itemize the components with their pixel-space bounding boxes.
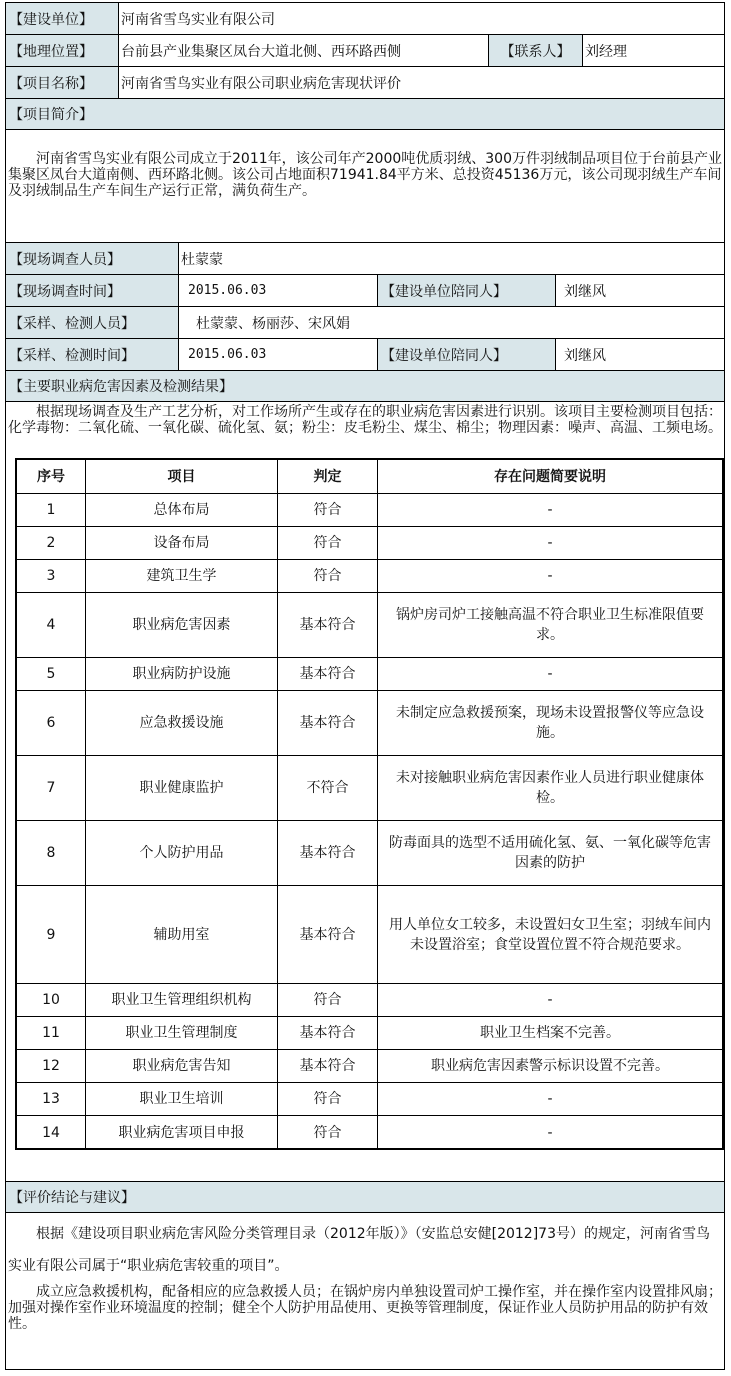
table-row [17, 593, 722, 658]
table-row [17, 886, 722, 984]
evaluation-document [5, 2, 725, 1370]
table-header-row [17, 460, 722, 494]
table-row [17, 984, 722, 1017]
survey-staff-label: 【现场调查人员】 [6, 243, 179, 274]
sampling-time-value: 2015.06.03 [179, 339, 378, 370]
project-name-label: 【项目名称】 [6, 67, 119, 98]
row-no: 7 [17, 756, 86, 820]
table-row [17, 560, 722, 593]
contact-value: 刘经理 [585, 43, 627, 60]
intro-text-row [6, 130, 724, 243]
header-description: 存在问题简要说明 [494, 468, 606, 485]
hazards-intro-text: 根据现场调查及生产工艺分析，对工作场所产生或存在的职业病危害因素进行识别。该项目主要检测项目包括：化学毒物：二氧化硫、一氧化碳、硫化氢、氨；粉尘：皮毛粉尘、煤尘、棉尘；物理因素：噪声、高温、工频电场。 [8, 404, 722, 436]
row-description: 防毒面具的选型不适用硫化氢、氨、一氧化碳等危害因素的防护 [389, 835, 711, 871]
survey-staff-row [6, 243, 724, 275]
table-row [17, 821, 722, 886]
row-item: 建筑卫生学 [86, 560, 278, 592]
conclusion-label: 【评价结论与建议】 [6, 1182, 724, 1212]
row-result: 符合 [278, 527, 378, 559]
row-item: 职业病危害告知 [86, 1050, 278, 1082]
header-item: 项目 [86, 460, 278, 493]
row-description: 用人单位女工较多，未设置妇女卫生室；羽绒车间内未设置浴室；食堂设置位置不符合规范要求。 [389, 916, 711, 953]
row-item: 职业健康监护 [86, 756, 278, 820]
row-description: 未制定应急救援预案，现场未设置报警仪等应急设施。 [396, 705, 704, 741]
hazard-results-table [15, 458, 724, 1150]
project-name-row [6, 67, 724, 99]
row-description: - [547, 1091, 553, 1107]
row-no: 14 [17, 1116, 86, 1149]
sampling-staff-value: 杜蒙蒙、杨丽莎、宋风娟 [196, 315, 350, 332]
sampling-time-label: 【采样、检测时间】 [6, 339, 179, 370]
row-no: 3 [17, 560, 86, 592]
row-result: 基本符合 [278, 821, 378, 885]
row-no: 5 [17, 658, 86, 690]
row-description: 职业卫生档案不完善。 [480, 1025, 620, 1041]
row-result: 基本符合 [278, 658, 378, 690]
row-item: 职业卫生管理组织机构 [86, 984, 278, 1016]
row-item: 职业病危害项目申报 [86, 1116, 278, 1149]
row-result: 不符合 [278, 756, 378, 820]
row-result: 符合 [278, 494, 378, 526]
row-description: 未对接触职业病危害因素作业人员进行职业健康体检。 [396, 770, 704, 806]
intro-label: 【项目简介】 [6, 99, 724, 129]
row-result: 基本符合 [278, 886, 378, 983]
row-description: - [547, 502, 553, 518]
sampling-escort-label: 【建设单位陪同人】 [378, 339, 556, 370]
survey-time-row [6, 275, 724, 307]
conclusion-text-2: 成立应急救援机构，配备相应的应急救援人员；在锅炉房内单独设置司炉工操作室，并在操作室内设置排风扇；加强对操作室作业环境温度的控制；健全个人防护用品使用、更换等管理制度，保证作业人员防护用品的防护有效性。 [8, 1284, 722, 1332]
intro-header-row [6, 99, 724, 130]
survey-time-label: 【现场调查时间】 [6, 275, 179, 306]
row-no: 8 [17, 821, 86, 885]
table-row [17, 658, 722, 691]
row-result: 基本符合 [278, 1050, 378, 1082]
row-description: 职业病危害因素警示标识设置不完善。 [431, 1058, 669, 1074]
row-item: 职业病危害因素 [86, 593, 278, 657]
row-item: 职业病防护设施 [86, 658, 278, 690]
hazards-paragraph [8, 404, 722, 436]
sampling-staff-label: 【采样、检测人员】 [6, 307, 179, 338]
row-result: 符合 [278, 1083, 378, 1115]
unit-label: 【建设单位】 [6, 3, 119, 34]
table-row [17, 691, 722, 756]
location-label: 【地理位置】 [6, 35, 119, 66]
row-description: - [547, 666, 553, 682]
row-no: 11 [17, 1017, 86, 1049]
location-row [6, 35, 724, 67]
table-row [17, 756, 722, 821]
header-no: 序号 [17, 460, 86, 493]
row-no: 9 [17, 886, 86, 983]
row-result: 基本符合 [278, 1017, 378, 1049]
table-row [17, 494, 722, 527]
row-item: 职业卫生管理制度 [86, 1017, 278, 1049]
row-no: 6 [17, 691, 86, 755]
row-description: - [547, 992, 553, 1008]
survey-staff-value: 杜蒙蒙 [181, 251, 223, 268]
conclusion-text-1: 根据《建设项目职业病危害风险分类管理目录（2012年版）》（安监总安健[2012]73号）的规定，河南省雪鸟实业有限公司属于“职业病危害较重的项目”。 [8, 1226, 710, 1274]
sampling-staff-row [6, 307, 724, 339]
row-no: 1 [17, 494, 86, 526]
row-description: - [547, 535, 553, 551]
table-row [17, 1083, 722, 1116]
row-no: 2 [17, 527, 86, 559]
row-item: 辅助用室 [86, 886, 278, 983]
hazards-header-row [6, 371, 724, 402]
row-item: 职业卫生培训 [86, 1083, 278, 1115]
row-item: 总体布局 [86, 494, 278, 526]
row-result: 基本符合 [278, 691, 378, 755]
row-no: 4 [17, 593, 86, 657]
sampling-escort-value: 刘继风 [564, 347, 606, 364]
row-item: 应急救援设施 [86, 691, 278, 755]
conclusion-paragraph [8, 1218, 722, 1332]
sampling-time-row [6, 339, 724, 371]
row-item: 个人防护用品 [86, 821, 278, 885]
row-description: 锅炉房司炉工接触高温不符合职业卫生标准限值要求。 [396, 607, 704, 643]
table-row [17, 1017, 722, 1050]
row-item: 设备布局 [86, 527, 278, 559]
table-row [17, 527, 722, 560]
unit-value: 河南省雪鸟实业有限公司 [121, 11, 275, 28]
row-no: 13 [17, 1083, 86, 1115]
project-name-value: 河南省雪鸟实业有限公司职业病危害现状评价 [121, 75, 401, 92]
intro-text: 河南省雪鸟实业有限公司成立于2011年，该公司年产2000吨优质羽绒、300万件羽绒制品项目位于台前县产业集聚区凤台大道南侧、西环路北侧。该公司占地面积71941.84平方米、总投资45136万元，该公司现羽绒生产车间及羽绒制品生产车间生产运行正常，满负荷生产。 [8, 151, 722, 199]
survey-escort-label: 【建设单位陪同人】 [378, 275, 556, 306]
row-description: - [547, 1124, 553, 1141]
row-result: 符合 [278, 984, 378, 1016]
row-no: 10 [17, 984, 86, 1016]
row-result: 符合 [278, 560, 378, 592]
contact-label: 【联系人】 [489, 35, 583, 66]
survey-time-value: 2015.06.03 [179, 275, 378, 306]
row-description: - [547, 568, 553, 584]
table-row [17, 1050, 722, 1083]
conclusion-header-row [6, 1182, 724, 1213]
location-value: 台前县产业集聚区凤台大道北侧、西环路西侧 [119, 35, 489, 66]
row-result: 符合 [278, 1116, 378, 1149]
survey-escort-value: 刘继风 [564, 283, 606, 300]
unit-row [6, 3, 724, 35]
hazards-label: 【主要职业病危害因素及检测结果】 [6, 371, 724, 401]
table-row [17, 1116, 722, 1149]
header-result: 判定 [278, 460, 378, 493]
row-no: 12 [17, 1050, 86, 1082]
intro-paragraph [8, 151, 722, 199]
row-result: 基本符合 [278, 593, 378, 657]
